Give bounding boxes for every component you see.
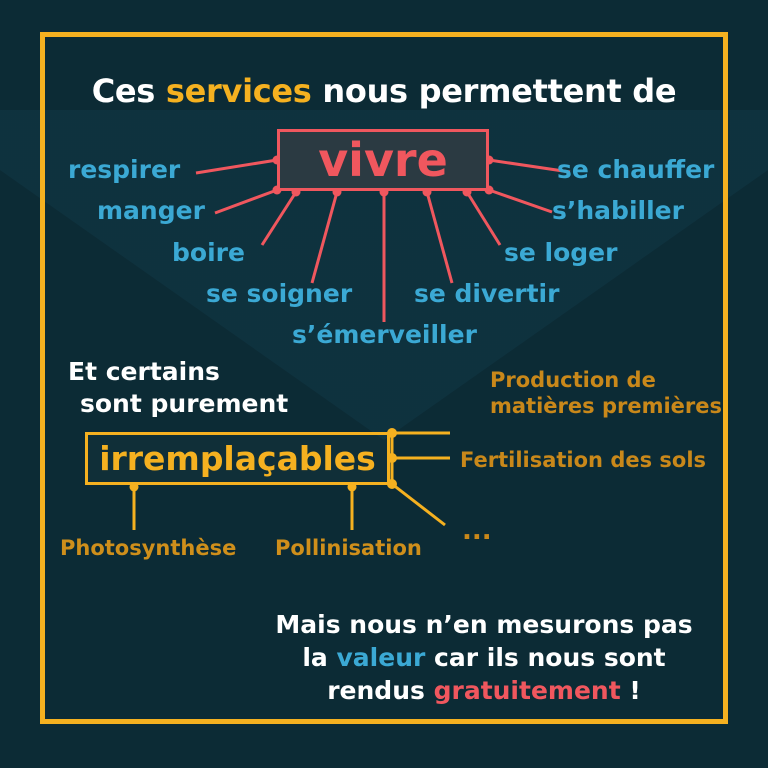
irreplaceable-item-production-line-2: matières premières bbox=[490, 394, 722, 418]
irreplaceable-item-fertilisation: Fertilisation des sols bbox=[460, 448, 707, 472]
footer-line-3-before: rendus bbox=[327, 676, 434, 705]
central-node-label: vivre bbox=[318, 133, 448, 187]
service-label-se-chauffer: se chauffer bbox=[557, 155, 715, 184]
irreplaceable-item-photosynthese: Photosynthèse bbox=[60, 536, 237, 560]
service-label-s-habiller: s’habiller bbox=[552, 196, 684, 225]
footer-line-2-after: car ils nous sont bbox=[425, 643, 666, 672]
irreplaceable-node-label: irremplaçables bbox=[99, 439, 376, 478]
service-label-se-soigner: se soigner bbox=[206, 279, 353, 308]
irreplaceable-item-production bbox=[490, 367, 722, 419]
footer-line-2-before: la bbox=[302, 643, 337, 672]
title-part-before: Ces bbox=[91, 72, 166, 110]
irreplaceable-item-pollinisation: Pollinisation bbox=[275, 536, 422, 560]
subtitle bbox=[68, 356, 288, 420]
title-highlight: services bbox=[165, 72, 312, 110]
footer-text bbox=[268, 608, 700, 707]
service-label-se-divertir: se divertir bbox=[414, 279, 560, 308]
subtitle-line-2: sont purement bbox=[80, 389, 289, 418]
title-part-after: nous permettent de bbox=[311, 72, 677, 110]
irreplaceable-item-ellipsis: ... bbox=[462, 516, 492, 546]
service-label-manger: manger bbox=[97, 196, 205, 225]
service-label-se-loger: se loger bbox=[504, 238, 618, 267]
service-label-s-emerveiller: s’émerveiller bbox=[292, 320, 477, 349]
footer-line-1: Mais nous n’en mesurons pas bbox=[275, 610, 693, 639]
footer-line-3-after: ! bbox=[620, 676, 641, 705]
service-label-respirer: respirer bbox=[68, 155, 181, 184]
footer-line-2-highlight: valeur bbox=[336, 643, 426, 672]
footer-line-3-highlight: gratuitement bbox=[433, 676, 621, 705]
irreplaceable-item-production-line-1: Production de bbox=[490, 368, 656, 392]
subtitle-line-1: Et certains bbox=[68, 357, 220, 386]
page-title bbox=[0, 72, 768, 110]
service-label-boire: boire bbox=[172, 238, 245, 267]
